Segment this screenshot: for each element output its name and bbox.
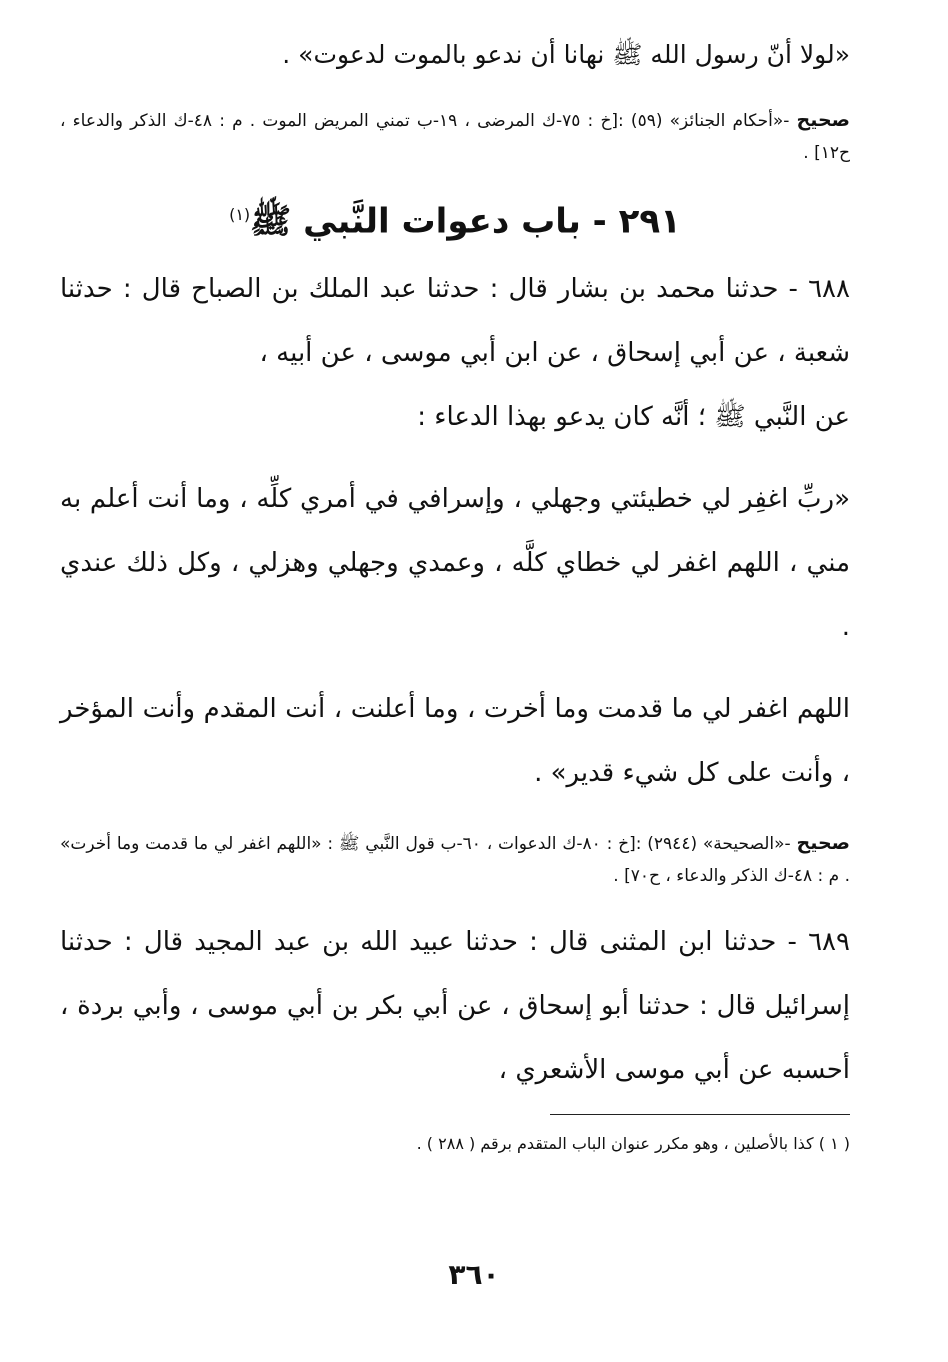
grade-label: صحيح [796,109,851,131]
hadith-688-matn-1: «ربِّ اغفِر لي خطيئتي وجهلي ، وإسرافي في أمري كلِّه ، وما أنت أعلم به مني ، اللهم اغفر لي خطاي كلَّه ، وعمدي وجهلي وهزلي ، وكل ذلك عندي . [60,484,850,643]
grading-note [60,104,850,169]
footnote-reference: (١) [229,205,251,224]
chapter-title: ٢٩١ - باب دعوات النَّبي ﷺ [250,201,681,242]
grade-reference: -«أحكام الجنائز» (٥٩) :[خ : ٧٥-ك المرضى ، ١٩-ب تمني المريض الموت . م : ٤٨-ك الذكر والدعاء ، ح١٢] . [60,111,850,163]
footnote-separator [550,1114,850,1115]
page-body [60,28,850,1159]
page-number: ٣٦٠ [448,1258,500,1291]
hadith-688-isnad: ٦٨٨ - حدثنا محمد بن بشار قال : حدثنا عبد الملك بن الصباح قال : حدثنا شعبة ، عن أبي إسحاق ، عن ابن أبي موسى ، عن أبيه ، [60,274,850,369]
hadith-689-isnad: ٦٨٩ - حدثنا ابن المثنى قال : حدثنا عبيد الله بن عبد المجيد قال : حدثنا إسرائيل قال : حدثنا أبو إسحاق ، عن أبي بكر بن أبي موسى ، وأبي بردة ، أحسبه عن أبي موسى الأشعري ، [60,927,850,1086]
chapter-heading [60,187,850,249]
hadith-continuation-text: «لولا أنّ رسول الله ﷺ نهانا أن ندعو بالموت لدعوت» . [282,40,850,69]
footnote-text: ( ١ ) كذا بالأصلين ، وهو مكرر عنوان الباب المتقدم برقم ( ٢٨٨ ) . [416,1134,850,1154]
grade-label: صحيح [796,832,851,855]
grading-note-688 [60,827,850,892]
hadith-688-intro: عن النَّبي ﷺ ؛ أنَّه كان يدعو بهذا الدعاء : [417,402,850,433]
grade-reference: -«الصحيحة» (٢٩٤٤) :[خ : ٨٠-ك الدعوات ، ٦٠-ب قول النَّبي ﷺ : «اللهم اغفر لي ما قدمت وما أخرت» . م : ٤٨-ك الذكر والدعاء ، ح٧٠] . [60,834,850,887]
hadith-688-matn-2: اللهم اغفر لي ما قدمت وما أخرت ، وما أعلنت ، أنت المقدم وأنت المؤخر ، وأنت على كل شيء قدير» . [60,694,850,789]
footnote-separator-wrap [60,1114,850,1115]
